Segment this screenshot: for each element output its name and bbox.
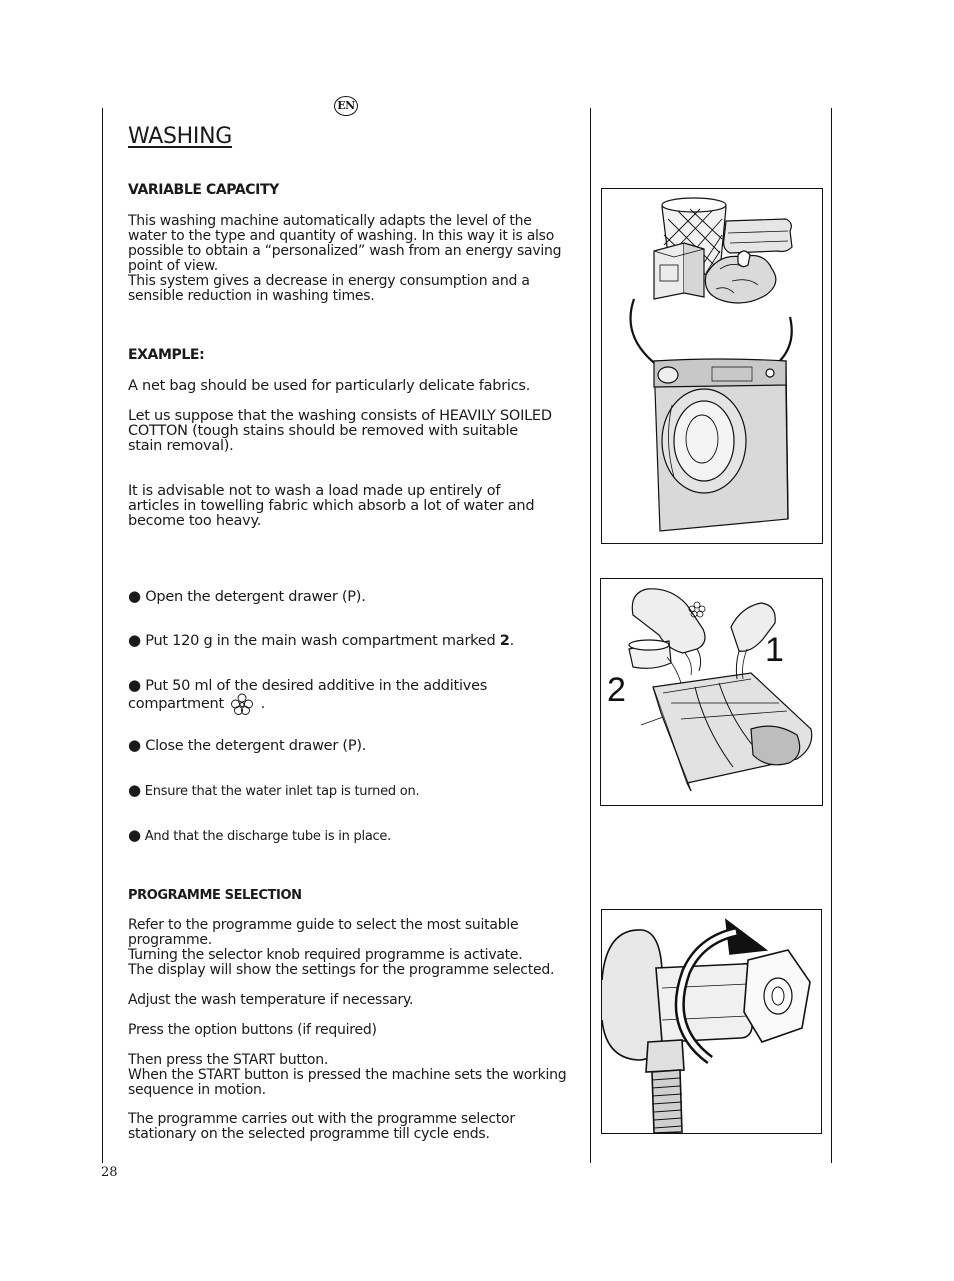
programme-line: Refer to the programme guide to select the most suitable [128,917,519,933]
example-heading: EXAMPLE: [128,347,205,363]
variable-capacity-heading: VARIABLE CAPACITY [128,182,279,198]
middle-column-rule [590,108,591,1163]
step-put-detergent: ● Put 120 g in the main wash compartment marked 2. [128,631,514,649]
bullet: ● [128,781,141,799]
variable-capacity-line: possible to obtain a “personalized” wash from an energy saving [128,243,562,259]
suppose-line: Let us suppose that the washing consists of HEAVILY SOILED [128,408,552,424]
programme-line: The display will show the settings for the programme selected. [128,962,555,978]
page-title: WASHING [128,124,233,149]
detergent-drawer-illustration [600,578,823,806]
step-discharge-tube: ● And that the discharge tube is in place. [128,826,392,844]
step-open-drawer: ● Open the detergent drawer (P). [128,587,366,605]
step-put-additive: ● Put 50 ml of the desired additive in the additives [128,676,488,694]
softener-flower-icon [230,693,254,719]
bullet: ● [128,631,141,649]
compartment-label-2: 2 [607,671,626,709]
start-line: sequence in motion. [128,1082,266,1098]
advisable-line: articles in towelling fabric which absorb a lot of water and [128,498,535,514]
bullet: ● [128,826,141,844]
bullet: ● [128,587,141,605]
compartment-label-1: 1 [765,631,784,669]
option-buttons-note: Press the option buttons (if required) [128,1022,377,1038]
suppose-line: COTTON (tough stains should be removed with suitable [128,423,518,439]
net-bag-note: A net bag should be used for particularly delicate fabrics. [128,378,531,394]
programme-line: Turning the selector knob required programme is activate. [128,947,523,963]
variable-capacity-line: water to the type and quantity of washing. In this way it is also [128,228,555,244]
step-tap-on: ● Ensure that the water inlet tap is turned on. [128,781,420,799]
cycle-line: The programme carries out with the programme selector [128,1111,515,1127]
variable-capacity-line: point of view. [128,258,219,274]
advisable-line: It is advisable not to wash a load made up entirely of [128,483,501,499]
temperature-note: Adjust the wash temperature if necessary. [128,992,414,1008]
step-put-additive-cont: compartment . [128,693,265,719]
programme-selection-heading: PROGRAMME SELECTION [128,888,302,903]
variable-capacity-line: This system gives a decrease in energy consumption and a [128,273,530,289]
programme-line: programme. [128,932,212,948]
water-tap-illustration [601,909,822,1134]
bullet: ● [128,736,141,754]
bullet: ● [128,676,141,694]
advisable-line: become too heavy. [128,513,262,529]
laundry-loading-illustration [601,188,823,544]
start-line: When the START button is pressed the machine sets the working [128,1067,567,1083]
page-number: 28 [101,1165,118,1180]
left-column-rule [102,108,103,1163]
variable-capacity-line: sensible reduction in washing times. [128,288,375,304]
right-column-rule [831,108,832,1163]
compartment-number: 2 [499,633,510,649]
suppose-line: stain removal). [128,438,234,454]
language-badge: EN [334,96,358,116]
start-line: Then press the START button. [128,1052,329,1068]
step-close-drawer: ● Close the detergent drawer (P). [128,736,367,754]
variable-capacity-line: This washing machine automatically adapts the level of the [128,213,532,229]
cycle-line: stationary on the selected programme till cycle ends. [128,1126,490,1142]
